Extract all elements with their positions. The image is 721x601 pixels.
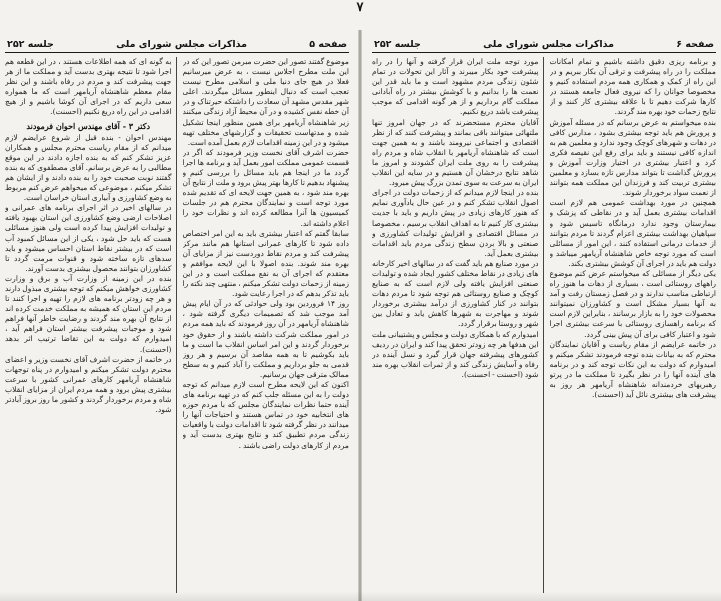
text-columns — [5, 57, 349, 593]
scan-shadow — [0, 591, 721, 601]
paragraph: و برنامه ریزی دقیق داشته باشیم و تمام امکانات مملکت را در راه پیشرفت و ترقی آن بکار ببریم و در این راه از کمک و همکاری همه مردم استفاده کنیم و مخصوصا جوانان را که نیروی فعال جامعه هستند در کارها شرکت دهیم تا با علاقه بیشتری کار کنند و از نتایج زحمات خود بهره مند گردند. — [549, 57, 716, 117]
paragraph: امیدوارم که با همکاری دولت و مجلس و پشتیبانی ملت این هدفها هر چه زودتر تحقق پیدا کند و ایران در ردیف کشورهای پیشرفته جهان قرار گیرد و نسل آینده در رفاه و آسایش زندگی کند و از ثمرات انقلاب بهره مند شود (احسنت - احسنت). — [372, 329, 539, 379]
left-page — [5, 36, 349, 594]
text-columns — [372, 57, 716, 593]
section-heading: دکتر ۳ - آقای مهندس احوان فرمودند — [26, 120, 151, 131]
paragraph: بنده در اینجا لازم میدانم که از زحمات دولت در اجرای اصول انقلاب تشکر کنم و در عین حال یادآوری نمایم که هنوز کارهای زیادی در پیش داریم و باید با جدیت بیشتری کار کنیم تا به اهداف انقلاب برسیم ، مخصوصا در مسائل اقتصادی و افزایش تولیدات کشاورزی و صنعتی و بالا بردن سطح زندگی مردم باید اقدامات بیشتری بعمل آید. — [372, 188, 539, 258]
top-page-mark: ۷ — [356, 0, 364, 15]
page-header — [5, 36, 349, 53]
header-session: جلسه ۲۵۲ — [7, 38, 54, 50]
header-title: مذاکرات مجلس شورای ملی — [483, 38, 615, 50]
paragraph: مورد توجه ملت ایران قرار گرفته و آنها را در راه پیشرفت خود بکار میبرند و آثار این تحولات در تمام شئون زندگی مردم مشهود است و ما باید قدر این نعمت ها را بدانیم و با کوشش بیشتر در راه آبادانی مملکت گام برداریم و از هر گونه اقدامی که موجب پیشرفت باشد دریغ نکنیم. — [372, 57, 539, 117]
paragraph: در مورد صنایع هم باید گفت که در سالهای اخیر کارخانه های زیادی در نقاط مختلف کشور ایجاد شده و تولیدات صنعتی افزایش یافته ولی لازم است که به صنایع کوچک و صنایع روستائی هم توجه شود تا مردم دهات بتوانند در کنار کشاورزی از درآمد بیشتری برخوردار شوند و مهاجرت به شهرها کاهش یابد و تعادل بین شهر و روستا برقرار گردد. — [372, 258, 539, 329]
right-page — [372, 36, 716, 594]
header-page-label: صفحه ۵ — [309, 38, 347, 50]
column-right — [183, 57, 350, 593]
paragraph: روز ۱۴ فروردین بود ولی حوادثی که در آن ایام پیش آمد موجب شد که تصمیمات دیگری گرفته شود ، شاهنشاه آریامهر در آن روز فرمودند که باید همه مردم در امور مملکت شرکت داشته باشند و از حقوق خود برخوردار گردند و این امر اساس انقلاب ما است و ما باید بکوشیم تا به همه مقاصد آن برسیم و هر روز قدمی به جلو برداریم و مملکت را آباد کنیم و به سطح ممالک مترقی جهان برسانیم. — [182, 299, 349, 379]
header-page-label: صفحه ۶ — [676, 38, 714, 50]
paragraph: موضوع گفتند تصور این حضرت مبرمن تصور این که در این ملت مطرح اجلاس نیست ، به عرض میرسانیم فعلا در هیچ جای دنیا ملی و اسلامی مطرح نیست تعجب است که دنبال اینطور مسائل میگردند. اعلی شهر مقدس مشهد آن سعادت را داشتکه حیرتناک و در آن خطه نفس کشیده و در آن محیط آزاد زندگی میکنند زیر شاهنشاه آریامهر برای همین منظور اینجا تشکیل شده و مدتهاست تحقیقات و گزارشهای مختلف تهیه میشود و در این زمینه اقدامات لازم بعمل آمده است. — [182, 57, 349, 147]
paragraph: یکی دیگر از مسائلی که میخواستم عرض کنم موضوع راههای روستائی است ، بسیاری از دهات ما هنوز راه ارتباطی مناسب ندارند و در فصل زمستان رفت و آمد به آنها بسیار مشکل است و کشاورزان نمیتوانند محصولات خود را به بازار برسانند ، بنابراین لازم است که برنامه راهسازی روستائی با سرعت بیشتری اجرا شود و اعتبار کافی برای آن پیش بینی گردد. — [549, 268, 716, 339]
paragraph: در خاتمه عرایضم از مقام ریاست و آقایان نمایندگان محترم که به بیانات بنده توجه فرمودند تشکر میکنم و امیدوارم که دولت به این نکات توجه کند و در برنامه های آینده آنها را در نظر بگیرد تا مملکت ما در پرتو رهبریهای خردمندانه شاهنشاه آریامهر هر روز به پیشرفت های بیشتری نائل آید (احسنت). — [549, 339, 716, 400]
paragraph: همچنین در مورد بهداشت عمومی هم لازم است اقدامات بیشتری بعمل آید و در نقاطی که پزشک و بیمارستان وجود ندارد درمانگاه تاسیس شود و سپاهیان بهداشت بیشتری اعزام گردند تا مردم بتوانند از خدمات درمانی استفاده کنند ، این امور از مسائلی است که مورد توجه خاص شاهنشاه آریامهر میباشد و دولت هم باید در اجرای آن کوشش بیشتری بکند. — [549, 198, 716, 268]
column-left — [372, 57, 544, 593]
column-left — [5, 57, 177, 593]
paragraph: در خاتمه از حضرت اشرف آقای نخست وزیر و اعضای محترم دولت تشکر میکنم و امیدوارم در پناه توجهات شاهنشاه آریامهر کارهای عمرانی کشور با سرعت بیشتری پیش برود و همه مردم ایران از مزایای انقلاب شاه و مردم برخوردار گردند و کشور ما روز بروز آبادتر شود. — [5, 354, 172, 415]
header-session: جلسه ۲۵۲ — [374, 38, 421, 50]
book-gutter — [358, 30, 362, 601]
paragraph: بنده در این زمینه از وزارت آب و برق و وزارت کشاورزی خواهش میکنم که توجه بیشتری مبذول دارند و هر چه زودتر برنامه های لازم را تهیه و اجرا کنند تا مردم این استان که همیشه به مملکت خدمت کرده اند از نتایج آن بهره مند گردند و رضایت خاطر آنها فراهم شود و موجبات پیشرفت بیشتر استان فراهم آید ، امیدوارم که دولت به این تقاضا ترتیب اثر بدهد (احسنت). — [5, 273, 172, 354]
paragraph: بنده میخواستم به عرض برسانم که در مسئله آموزش و پرورش هم باید توجه بیشتری بشود ، مدارس کافی در دهات و شهرهای کوچک وجود ندارد و معلمین هم به اندازه کافی نیستند و باید برای رفع این نقیصه فکری کرد و اعتبار بیشتری در اختیار وزارت آموزش و پرورش گذاشت تا بتواند مدارس تازه بسازد و معلمین بیشتری تربیت کند و فرزندان این مملکت همه بتوانند از نعمت سواد برخوردار شوند. — [549, 117, 716, 198]
column-right — [550, 57, 717, 593]
paragraph: مهندس احوان - بنده قبل از شروع عرایضم لازم میدانم که از مقام ریاست محترم مجلس و همکاران عزیز تشکر کنم که به بنده اجازه دادند در این موقع مطالبی را به عرض برسانم. آقای مصطفوی که به بنده گفتند نوبت صحبت خود را به بنده دادند و از ایشان هم تشکر میکنم ، موضوعی که میخواهم عرض کنم مربوط به وضع کشاورزی و آبیاری استان خراسان است. — [5, 132, 172, 203]
paragraph: آقایان محترم مستحضرند که در جهان امروز تنها ملتهائی میتوانند باقی بمانند و پیشرفت کنند که از نظر اقتصادی و اجتماعی نیرومند باشند و به همین جهت است که شاهنشاه آریامهر با انقلاب شاه و مردم راه پیشرفت را به روی ملت ایران گشودند و امروز ما شاهد نتایج درخشان آن هستیم و در سایه این انقلاب ایران به سرعت به سوی تمدن بزرگ پیش میرود. — [372, 117, 539, 188]
page-header — [372, 36, 716, 53]
paragraph: حضرت اشرف آقای نخست وزیر فرمودند که اگر در قسمت عمومی مملکت امور بعمل آید و برنامه ها اجرا گردد ما در اینجا هم باید مسائل را بررسی کنیم و پیشنهاد بدهیم تا کارها بهتر پیش برود و ملت از نتایج آن بهره مند شود ، به همین جهت لایحه ای که تقدیم شده مورد توجه است و نمایندگان محترم هم در جلسات کمیسیون ها آنرا مطالعه کرده اند و نظرات خود را اعلام داشته اند. — [182, 147, 349, 228]
header-title: مذاکرات مجلس شورای ملی — [116, 38, 248, 50]
paragraph: سابقا گفتم که اعتبار بیشتری باید به این امر اختصاص داده شود تا کارهای عمرانی استانها هم مانند مرکز پیشرفت کند و مردم نقاط دوردست نیز از مزایای آن بهره مند شوند. بنده اصولا با این لایحه موافقم و معتقدم که اجرای آن به نفع مملکت است و در این زمینه از زحمات دولت تشکر میکنم ، منتهی چند نکته را باید تذکر بدهم که در اجرا رعایت شود. — [182, 228, 349, 299]
paragraph: به گونه ای که همه اطلاعات هستند ، در این قطعه هم اجرا شود تا نتیجه بهتری بدست آید و مملکت ما از هر جهت پیشرفت کند و مردم در رفاه باشند و این نظر مقام معظم شاهنشاه آریامهر است که ما همواره سعی داریم که در اجرای آن کوشا باشیم و از هیچ اقدامی در این راه دریغ نکنیم (احسنت). — [5, 57, 172, 117]
paragraph: اکنون که این لایحه مطرح است لازم میدانم که توجه دولت را به این مسئله جلب کنم که در تهیه برنامه های آینده حتما نظرات نمایندگان مجلس که با مردم حوزه های انتخابیه خود در تماس هستند و احتیاجات آنها را میدانند در نظر گرفته شود تا اقدامات دولت با واقعیات زندگی مردم تطبیق کند و نتایج بهتری بدست آید و مردم از کارهای دولت راضی باشند . — [182, 380, 349, 450]
paragraph: در سالهای اخیر در اثر اجرای برنامه های عمرانی و اصلاحات ارضی وضع کشاورزی این استان بهبود یافته و تولیدات افزایش پیدا کرده است ولی هنوز مسائلی هست که باید حل شود ، یکی از این مسائل کمبود آب است که در بیشتر نقاط استان احساس میشود و باید سدهای تازه ساخته شود و قنوات مرمت گردد تا کشاورزان بتوانند محصول بیشتری بدست آورند. — [5, 203, 172, 273]
